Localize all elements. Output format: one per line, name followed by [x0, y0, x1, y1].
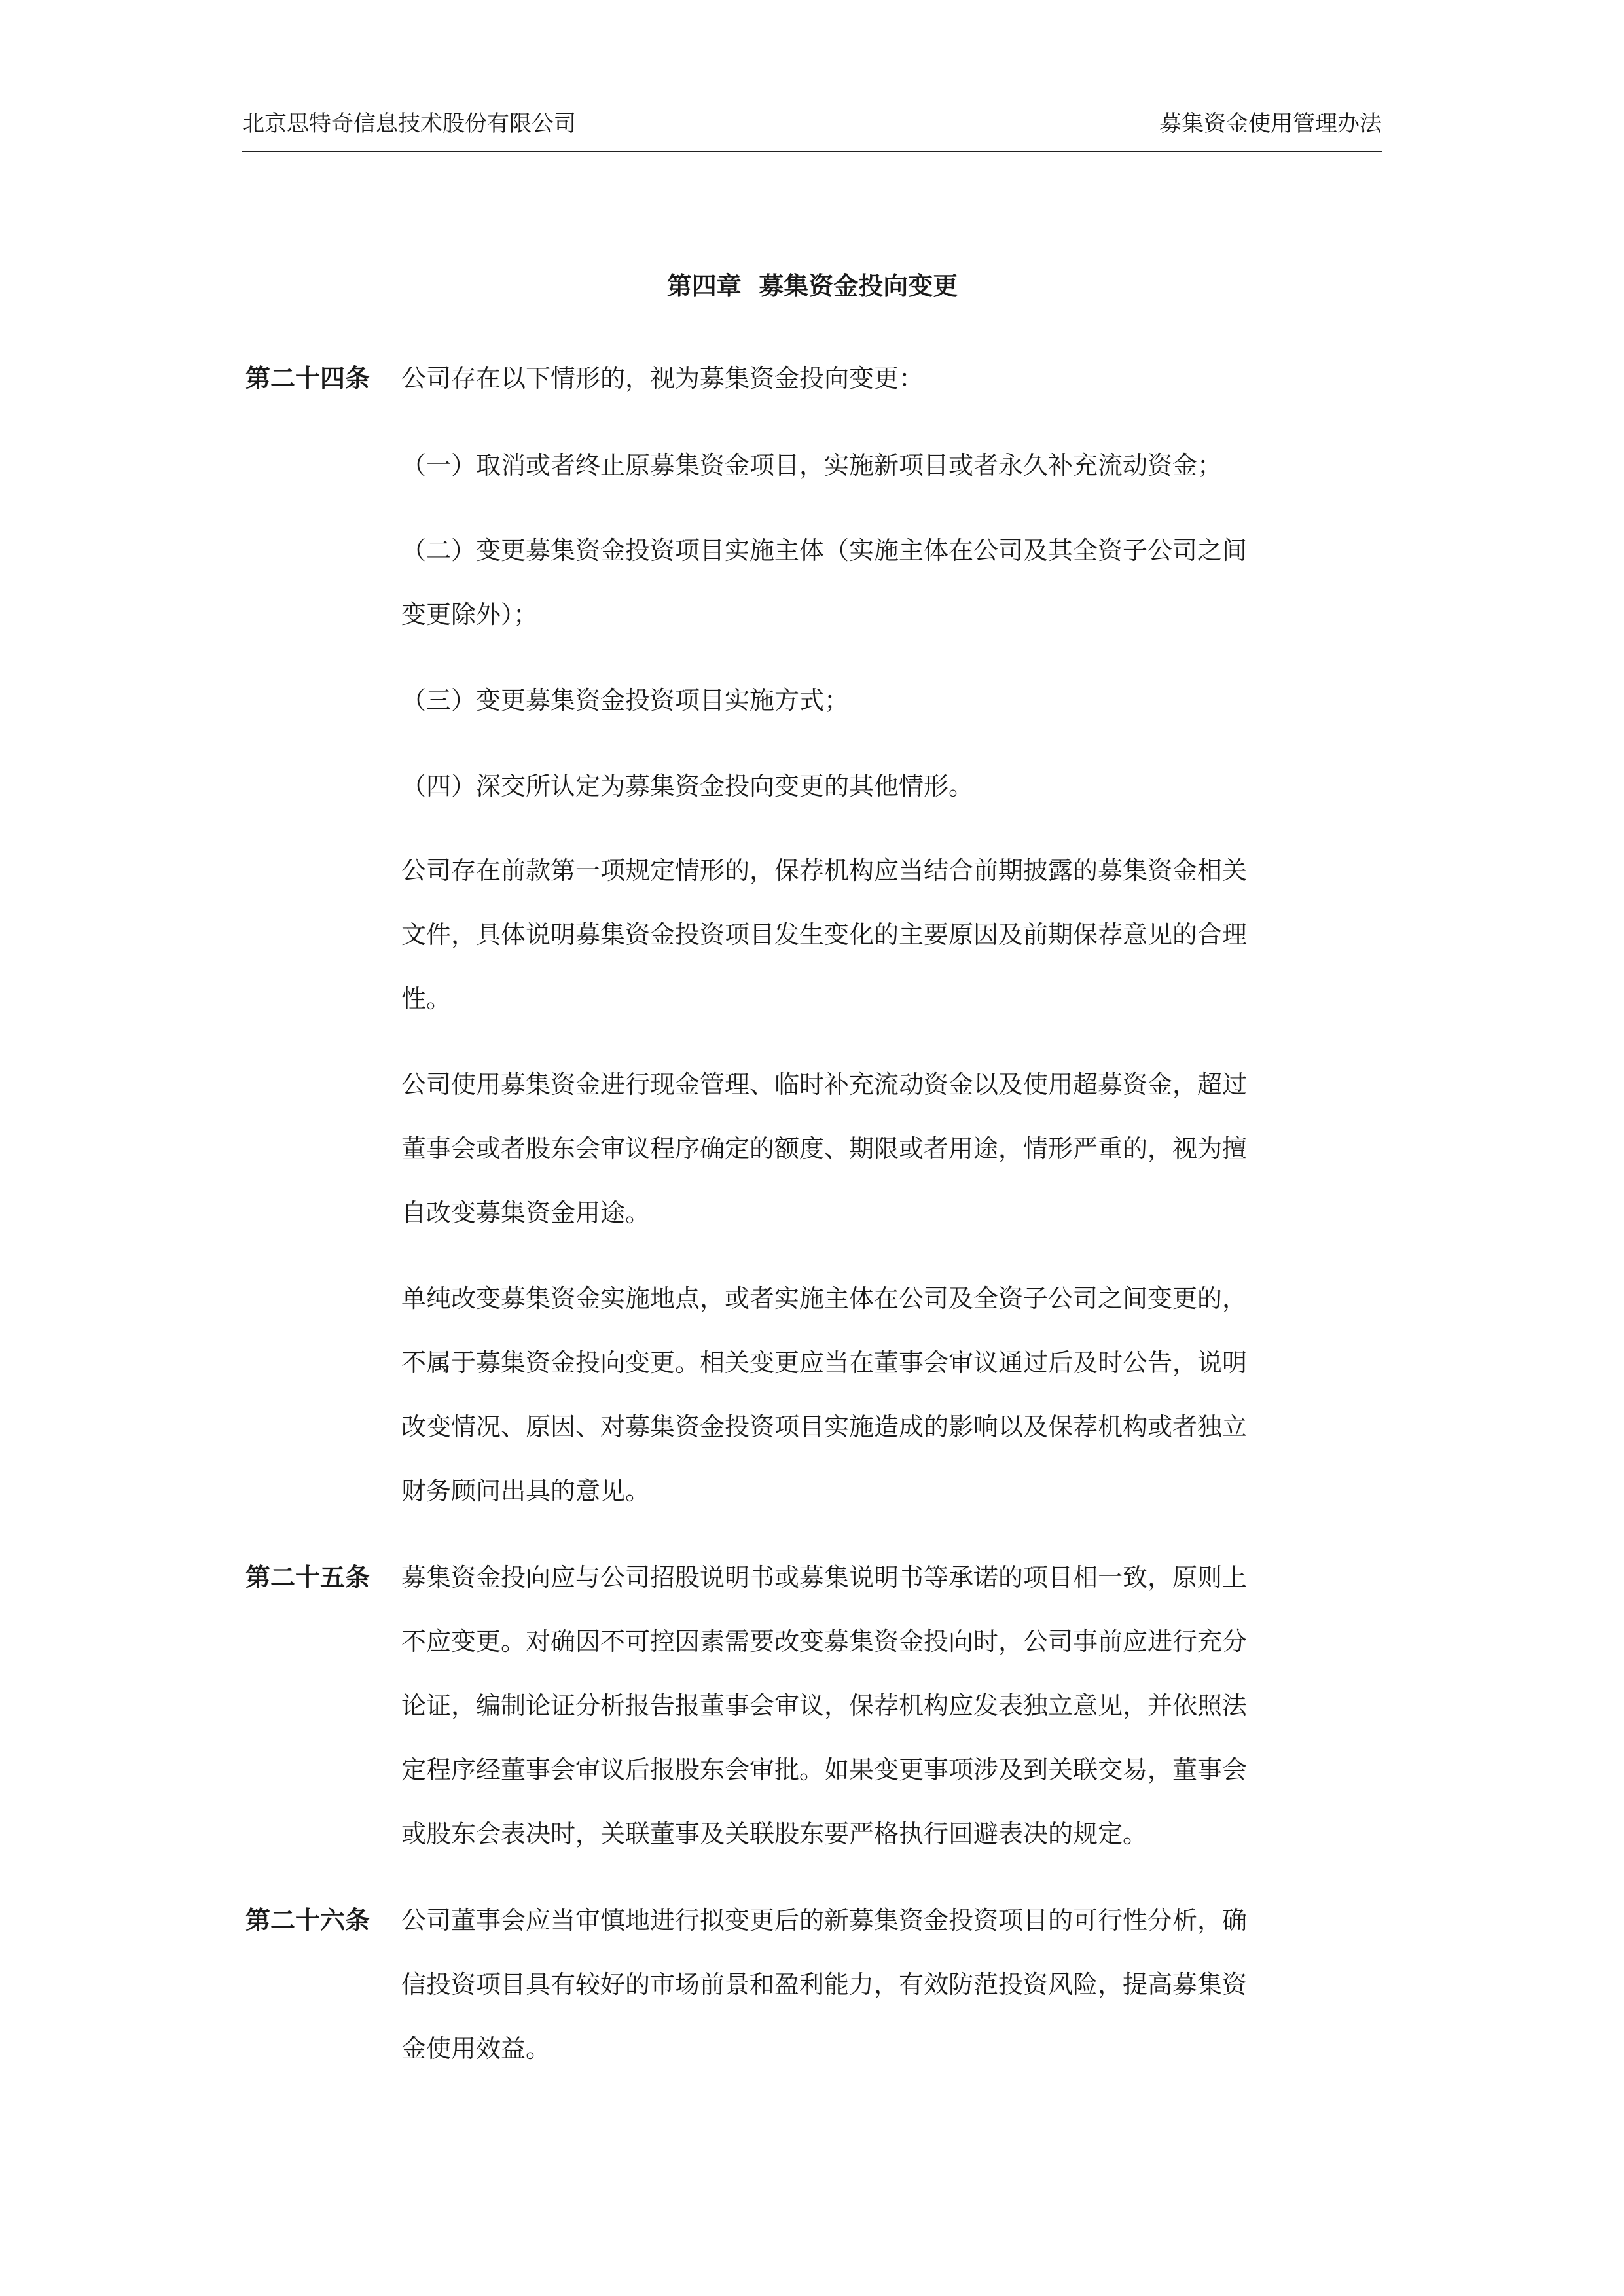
article-line: 论证，编制论证分析报告报董事会审议，保荐机构应发表独立意见，并依照法: [401, 1691, 1248, 1720]
article-line: 募集资金投向应与公司招股说明书或募集说明书等承诺的项目相一致，原则上: [401, 1563, 1248, 1592]
article-line: （四）深交所认定为募集资金投向变更的其他情形。: [401, 772, 974, 800]
article-line: 董事会或者股东会审议程序确定的额度、期限或者用途，情形严重的，视为擅: [401, 1134, 1248, 1163]
article-line: 不属于募集资金投向变更。相关变更应当在董事会审议通过后及时公告，说明: [401, 1348, 1248, 1377]
article-line: 性。: [401, 984, 452, 1013]
header-company-name: 北京思特奇信息技术股份有限公司: [242, 111, 576, 137]
article-line: （二）变更募集资金投资项目实施主体（实施主体在公司及其全资子公司之间: [401, 536, 1248, 565]
article-line: 变更除外）；: [401, 600, 539, 629]
article-line: 自改变募集资金用途。: [401, 1198, 651, 1227]
article-line: 定程序经董事会审议后报股东会审批。如果变更事项涉及到关联交易，董事会: [401, 1755, 1248, 1784]
article-number: 第二十五条: [245, 1563, 370, 1592]
article-number: 第二十六条: [245, 1906, 370, 1935]
article-line: （一）取消或者终止原募集资金项目，实施新项目或者永久补充流动资金；: [401, 451, 1223, 480]
article-line: 信投资项目具有较好的市场前景和盈利能力，有效防范投资风险，提高募集资: [401, 1970, 1248, 1999]
article-line: 文件，具体说明募集资金投资项目发生变化的主要原因及前期保荐意见的合理: [401, 920, 1248, 949]
chapter-title: 第四章 募集资金投向变更: [666, 272, 958, 300]
article-line: （三）变更募集资金投资项目实施方式；: [401, 686, 850, 715]
article-line: 公司存在以下情形的，视为募集资金投向变更：: [401, 364, 924, 393]
article-line: 金使用效益。: [401, 2034, 551, 2063]
article-line: 改变情况、原因、对募集资金投资项目实施造成的影响以及保荐机构或者独立: [401, 1412, 1248, 1441]
header-document-title: 募集资金使用管理办法: [1159, 111, 1382, 137]
article-line: 公司董事会应当审慎地进行拟变更后的新募集资金投资项目的可行性分析，确: [401, 1906, 1248, 1935]
header-divider: [242, 151, 1382, 152]
article-line: 财务顾问出具的意见。: [401, 1477, 651, 1505]
article-line: 公司使用募集资金进行现金管理、临时补充流动资金以及使用超募资金，超过: [401, 1070, 1248, 1099]
article-number: 第二十四条: [245, 364, 370, 393]
article-line: 公司存在前款第一项规定情形的，保荐机构应当结合前期披露的募集资金相关: [401, 856, 1248, 885]
article-line: 或股东会表决时，关联董事及关联股东要严格执行回避表决的规定。: [401, 1820, 1148, 1848]
article-line: 单纯改变募集资金实施地点，或者实施主体在公司及全资子公司之间变更的，: [401, 1284, 1248, 1313]
article-line: 不应变更。对确因不可控因素需要改变募集资金投向时，公司事前应进行充分: [401, 1627, 1248, 1656]
